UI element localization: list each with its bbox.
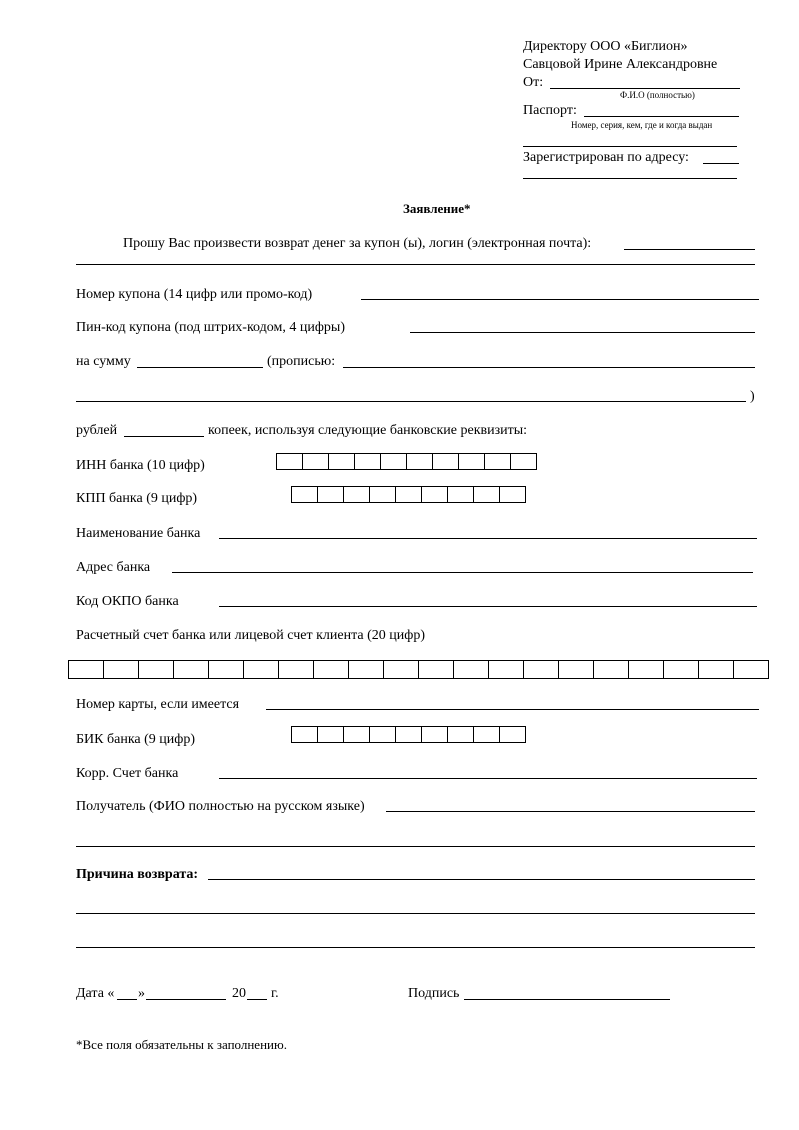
addressee-line1: Директору ООО «Биглион»: [523, 39, 688, 54]
inn-digit-box[interactable]: [328, 453, 355, 470]
kpp-digit-box[interactable]: [421, 486, 448, 503]
corr-label: Корр. Счет банка: [76, 766, 179, 781]
sum-label: на сумму: [76, 354, 131, 369]
inn-digit-box[interactable]: [302, 453, 329, 470]
date-day-field[interactable]: [117, 999, 137, 1000]
account-digit-box[interactable]: [348, 660, 384, 679]
from-label: От:: [523, 75, 544, 90]
passport-hint: Номер, серия, кем, где и когда выдан: [571, 120, 713, 130]
kopecks-field[interactable]: [124, 436, 204, 437]
kpp-boxes[interactable]: [291, 486, 525, 503]
document-title: Заявление*: [403, 201, 471, 216]
passport-field-2[interactable]: [523, 146, 737, 147]
addressee-line2: Савцовой Ирине Александровне: [523, 57, 718, 72]
account-digit-box[interactable]: [68, 660, 104, 679]
kpp-digit-box[interactable]: [317, 486, 344, 503]
recipient-label: Получатель (ФИО полностью на русском языке): [76, 799, 365, 814]
account-digit-box[interactable]: [453, 660, 489, 679]
reason-label: Причина возврата:: [76, 867, 199, 882]
sum-words-field[interactable]: [343, 367, 755, 368]
sum-field[interactable]: [137, 367, 263, 368]
pin-code-label: Пин-код купона (под штрих-кодом, 4 цифры): [76, 320, 345, 335]
bik-digit-box[interactable]: [291, 726, 318, 743]
date-year-field[interactable]: [247, 999, 267, 1000]
account-digit-box[interactable]: [103, 660, 139, 679]
date-suffix: г.: [271, 986, 279, 1001]
inn-digit-box[interactable]: [380, 453, 407, 470]
kpp-digit-box[interactable]: [369, 486, 396, 503]
rubles-label: рублей: [76, 423, 118, 438]
account-digit-box[interactable]: [418, 660, 454, 679]
bik-digit-box[interactable]: [343, 726, 370, 743]
bik-digit-box[interactable]: [395, 726, 422, 743]
inn-digit-box[interactable]: [276, 453, 303, 470]
inn-digit-box[interactable]: [484, 453, 511, 470]
bik-digit-box[interactable]: [447, 726, 474, 743]
bank-address-label: Адрес банка: [76, 560, 151, 575]
reason-field-2[interactable]: [76, 913, 755, 914]
inn-digit-box[interactable]: [354, 453, 381, 470]
account-digit-box[interactable]: [523, 660, 559, 679]
account-digit-box[interactable]: [313, 660, 349, 679]
okpo-label: Код ОКПО банка: [76, 594, 179, 609]
bik-digit-box[interactable]: [421, 726, 448, 743]
kpp-label: КПП банка (9 цифр): [76, 491, 198, 506]
kpp-digit-box[interactable]: [499, 486, 526, 503]
account-digit-box[interactable]: [208, 660, 244, 679]
corr-field[interactable]: [219, 778, 757, 779]
account-digit-box[interactable]: [138, 660, 174, 679]
inn-digit-box[interactable]: [406, 453, 433, 470]
recipient-field[interactable]: [386, 811, 755, 812]
signature-label: Подпись: [408, 986, 460, 1001]
from-field[interactable]: [550, 88, 740, 89]
card-label: Номер карты, если имеется: [76, 697, 240, 712]
date-mid: »: [138, 986, 145, 1001]
account-digit-box[interactable]: [558, 660, 594, 679]
passport-field[interactable]: [584, 116, 739, 117]
sum-words-field-2[interactable]: [76, 401, 746, 402]
inn-digit-box[interactable]: [510, 453, 537, 470]
coupon-number-label: Номер купона (14 цифр или промо-код): [76, 287, 313, 302]
address-field-2[interactable]: [523, 178, 737, 179]
recipient-field-2[interactable]: [76, 846, 755, 847]
account-digit-box[interactable]: [173, 660, 209, 679]
address-field[interactable]: [703, 163, 739, 164]
sum-words-label: (прописью:: [267, 354, 336, 369]
login-field-2[interactable]: [76, 264, 755, 265]
registered-label: Зарегистрирован по адресу:: [523, 150, 689, 165]
intro-text: Прошу Вас произвести возврат денег за купон (ы), логин (электронная почта):: [123, 236, 592, 251]
account-digit-box[interactable]: [383, 660, 419, 679]
bik-boxes[interactable]: [291, 726, 525, 743]
inn-label: ИНН банка (10 цифр): [76, 458, 205, 473]
kpp-digit-box[interactable]: [395, 486, 422, 503]
bik-label: БИК банка (9 цифр): [76, 732, 195, 747]
account-digit-box[interactable]: [628, 660, 664, 679]
inn-digit-box[interactable]: [458, 453, 485, 470]
account-boxes[interactable]: [68, 660, 768, 679]
account-digit-box[interactable]: [698, 660, 734, 679]
bank-name-field[interactable]: [219, 538, 757, 539]
date-year-prefix: 20: [232, 986, 246, 1001]
card-field[interactable]: [266, 709, 759, 710]
account-digit-box[interactable]: [593, 660, 629, 679]
bik-digit-box[interactable]: [369, 726, 396, 743]
coupon-number-field[interactable]: [361, 299, 759, 300]
kpp-digit-box[interactable]: [343, 486, 370, 503]
kpp-digit-box[interactable]: [291, 486, 318, 503]
signature-field[interactable]: [464, 999, 670, 1000]
passport-label: Паспорт:: [523, 103, 577, 118]
account-digit-box[interactable]: [278, 660, 314, 679]
bik-digit-box[interactable]: [473, 726, 500, 743]
account-digit-box[interactable]: [733, 660, 769, 679]
closing-paren: ): [750, 389, 755, 404]
bik-digit-box[interactable]: [499, 726, 526, 743]
reason-field[interactable]: [208, 879, 755, 880]
bik-digit-box[interactable]: [317, 726, 344, 743]
kopecks-text: копеек, используя следующие банковские реквизиты:: [208, 423, 528, 438]
inn-boxes[interactable]: [276, 453, 536, 470]
account-digit-box[interactable]: [243, 660, 279, 679]
required-note: *Все поля обязательны к заполнению.: [76, 1037, 287, 1052]
date-prefix: Дата «: [76, 986, 115, 1001]
account-digit-box[interactable]: [663, 660, 699, 679]
date-month-field[interactable]: [146, 999, 226, 1000]
bank-name-label: Наименование банка: [76, 526, 201, 541]
kpp-digit-box[interactable]: [473, 486, 500, 503]
account-digit-box[interactable]: [488, 660, 524, 679]
kpp-digit-box[interactable]: [447, 486, 474, 503]
from-hint: Ф.И.О (полностью): [620, 90, 695, 100]
account-label: Расчетный счет банка или лицевой счет клиента (20 цифр): [76, 628, 425, 643]
pin-code-field[interactable]: [410, 332, 755, 333]
login-field[interactable]: [624, 249, 755, 250]
reason-field-3[interactable]: [76, 947, 755, 948]
bank-address-field[interactable]: [172, 572, 753, 573]
okpo-field[interactable]: [219, 606, 757, 607]
inn-digit-box[interactable]: [432, 453, 459, 470]
